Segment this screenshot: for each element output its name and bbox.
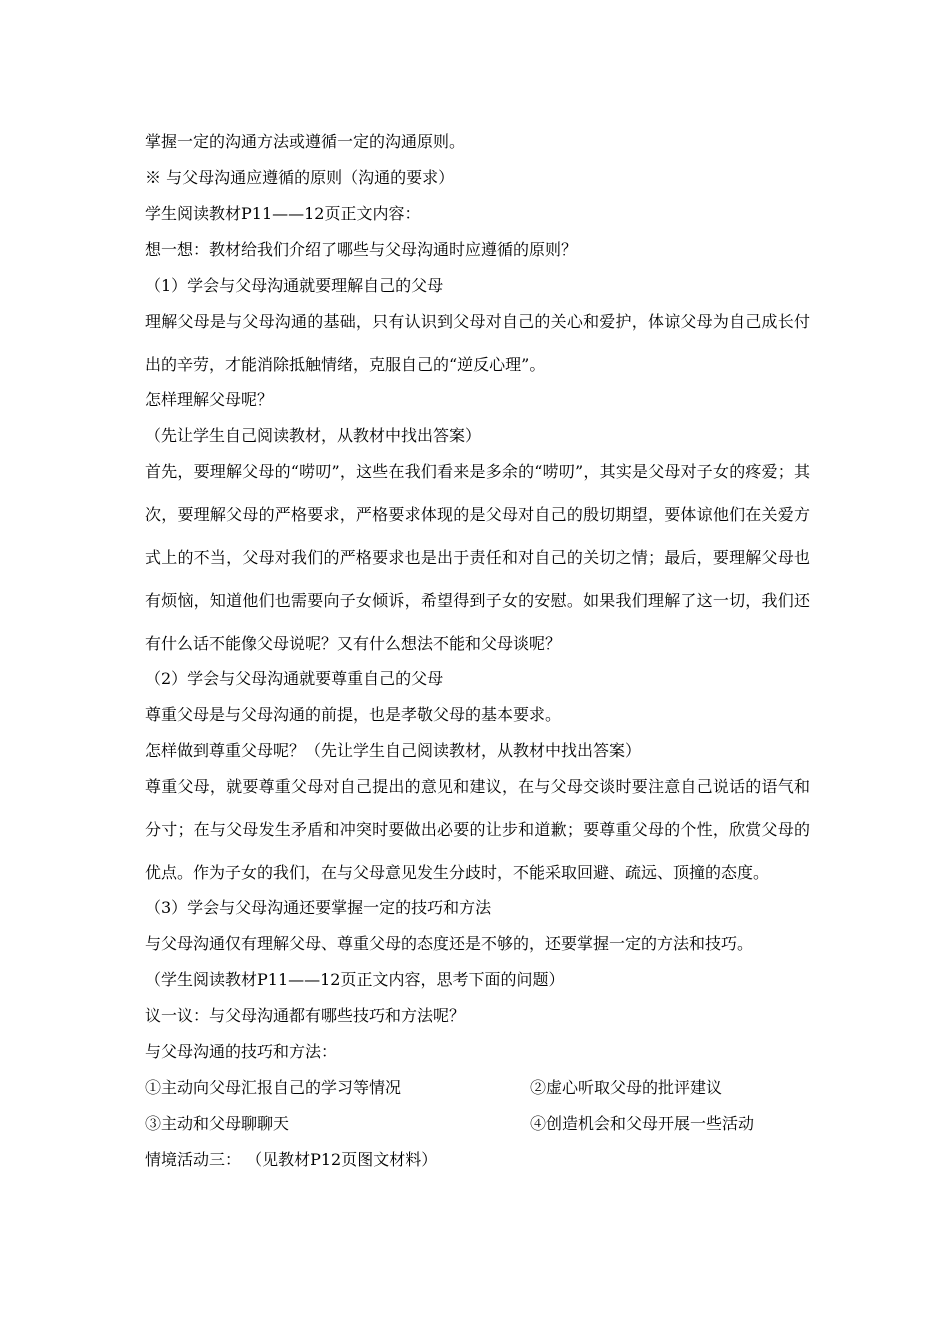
hint-line: （学生阅读教材P11——12页正文内容，思考下面的问题） — [145, 970, 565, 989]
subheading-3: （3）学会与父母沟通还要掌握一定的技巧和方法 — [145, 898, 492, 917]
text-line: 与父母沟通仅有理解父母、尊重父母的态度还是不够的，还要掌握一定的方法和技巧。 — [145, 934, 754, 953]
method-item: ④创造机会和父母开展一些活动 — [530, 1114, 755, 1133]
document-body — [145, 124, 810, 1178]
text-line: 学生阅读教材P11——12页正文内容： — [145, 204, 421, 223]
method-item: ①主动向父母汇报自己的学习等情况 — [145, 1078, 402, 1097]
methods-row — [145, 1106, 810, 1142]
paragraph-respect-detail: 尊重父母，就要尊重父母对自己提出的意见和建议，在与父母交谈时要注意自己说话的语气和分寸；在与父母发生矛盾和冲突时要做出必要的让步和道歉；要尊重父母的个性，欣赏父母的优点。作为子女的我们，在与父母意见发生分歧时，不能采取回避、疏远、顶撞的态度。 — [145, 777, 810, 882]
question-line: 想一想：教材给我们介绍了哪些与父母沟通时应遵循的原则？ — [145, 240, 578, 259]
method-item: ③主动和父母聊聊天 — [145, 1114, 290, 1133]
question-line: 怎样做到尊重父母呢？（先让学生自己阅读教材，从教材中找出答案） — [145, 741, 642, 760]
activity-line: 情境活动三： （见教材P12页图文材料） — [145, 1150, 438, 1169]
paragraph-understand-detail: 首先，要理解父母的“唠叨”，这些在我们看来是多余的“唠叨”，其实是父母对子女的疼爱；其次，要理解父母的严格要求，严格要求体现的是父母对自己的殷切期望，要体谅他们在关爱方式上的不当，父母对我们的严格要求也是出于责任和对自己的关切之情；最后，要理解父母也有烦恼，知道他们也需要向子女倾诉，希望得到子女的安慰。如果我们理解了这一切，我们还有什么话不能像父母说呢？又有什么想法不能和父母谈呢？ — [145, 462, 810, 653]
subheading-2: （2）学会与父母沟通就要尊重自己的父母 — [145, 669, 444, 688]
methods-title: 与父母沟通的技巧和方法： — [145, 1042, 338, 1061]
text-line: 尊重父母是与父母沟通的前提，也是孝敬父母的基本要求。 — [145, 705, 562, 724]
question-line: 怎样理解父母呢？ — [145, 390, 274, 409]
paragraph-understand: 理解父母是与父母沟通的基础，只有认识到父母对自己的关心和爱护，体谅父母为自己成长付出的辛劳，才能消除抵触情绪，克服自己的“逆反心理”。 — [145, 312, 810, 374]
text-line: 掌握一定的沟通方法或遵循一定的沟通原则。 — [145, 132, 466, 151]
discussion-line: 议一议：与父母沟通都有哪些技巧和方法呢？ — [145, 1006, 466, 1025]
method-item: ②虚心听取父母的批评建议 — [530, 1078, 723, 1097]
hint-line: （先让学生自己阅读教材，从教材中找出答案） — [145, 426, 482, 445]
section-heading: ※ 与父母沟通应遵循的原则（沟通的要求） — [145, 168, 455, 187]
subheading-1: （1）学会与父母沟通就要理解自己的父母 — [145, 276, 444, 295]
methods-row — [145, 1070, 810, 1106]
